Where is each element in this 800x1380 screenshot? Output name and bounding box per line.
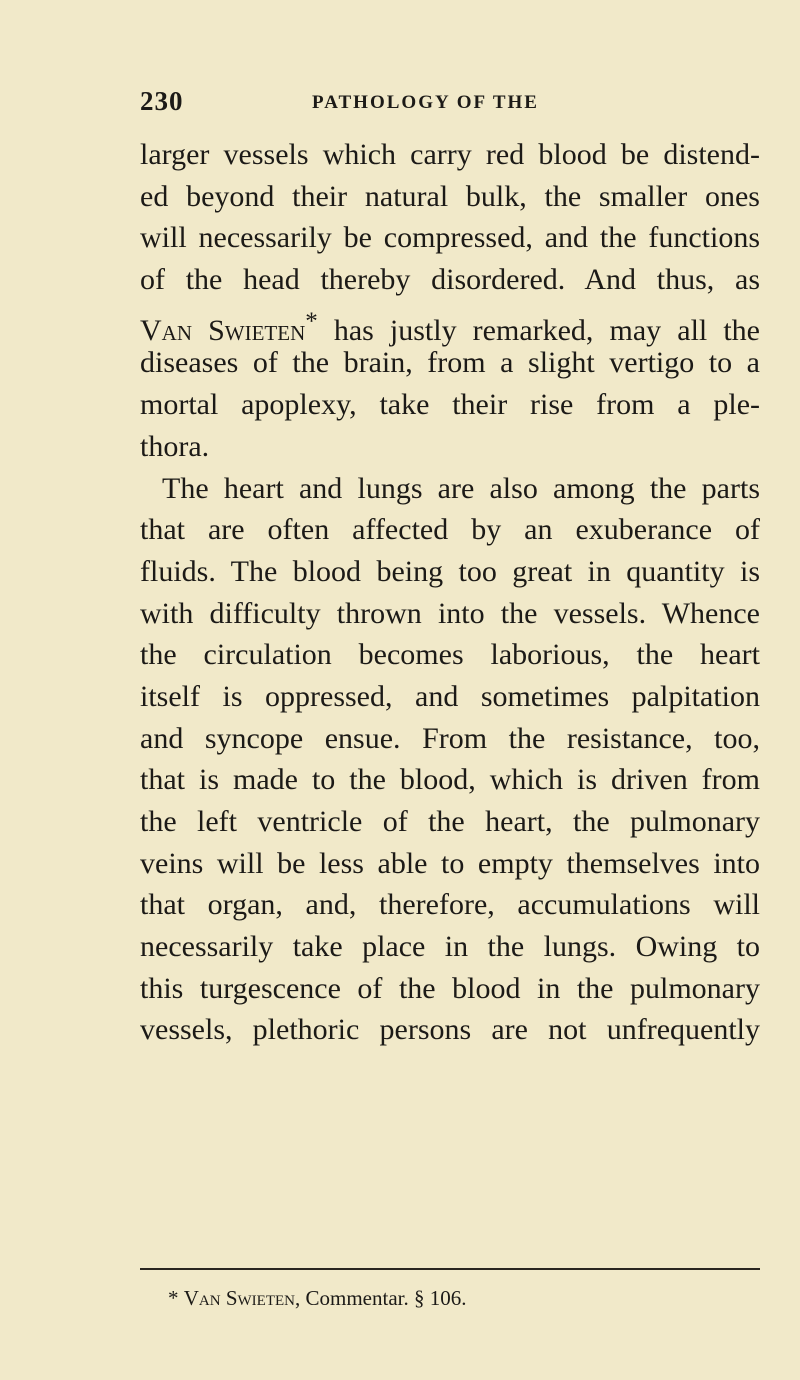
text-line: the left ventricle of the heart, the pulmonary [140,805,760,838]
text-line: diseases of the brain, from a slight vertigo to a [140,346,760,380]
text-line: larger vessels which carry red blood be distend- [140,138,760,171]
text-line: will necessarily be compressed, and the functions [140,221,760,255]
footnote-text: Commentar. § 106. [300,1286,467,1310]
text-line-with-citation [140,301,760,347]
text-line: itself is oppressed, and sometimes palpitation [140,679,760,713]
text-line: thora. [140,429,210,463]
body-text [140,134,760,1051]
page-number: 230 [140,86,184,116]
text-line: that are often affected by an exuberance of [140,513,760,547]
running-head-title: PATHOLOGY OF THE [312,92,539,113]
running-head [140,86,760,126]
text-line: mortal apoplexy, take their rise from a ple- [140,388,760,422]
footnote-marker: * [305,307,318,335]
text-line: this turgescence of the blood in the pulmonary [140,971,760,1005]
text-line: vessels, plethoric persons are not unfrequently [140,1013,760,1047]
text-line: The heart and lungs are also among the parts [162,471,760,505]
text-line-rest: has justly remarked, may all the [317,313,760,347]
footnote-divider [140,1268,760,1270]
author-name: Van Swieten [140,313,306,347]
footnote-marker: * [168,1286,179,1310]
footnote [168,1286,466,1311]
text-line: necessarily take place in the lungs. Owing to [140,930,760,964]
text-line: that organ, and, therefore, accumulations will [140,888,760,922]
text-line: of the head thereby disordered. And thus, as [140,263,760,297]
footnote-author: Van Swieten, [183,1286,301,1310]
text-line: ed beyond their natural bulk, the smaller ones [140,179,760,213]
text-line: and syncope ensue. From the resistance, too, [140,721,760,755]
text-line: the circulation becomes laborious, the heart [140,638,760,672]
text-line: fluids. The blood being too great in quantity is [140,554,760,588]
text-line: with difficulty thrown into the vessels. Whence [140,596,760,630]
text-line: that is made to the blood, which is driven from [140,763,760,797]
text-line: veins will be less able to empty themselves into [140,846,760,880]
